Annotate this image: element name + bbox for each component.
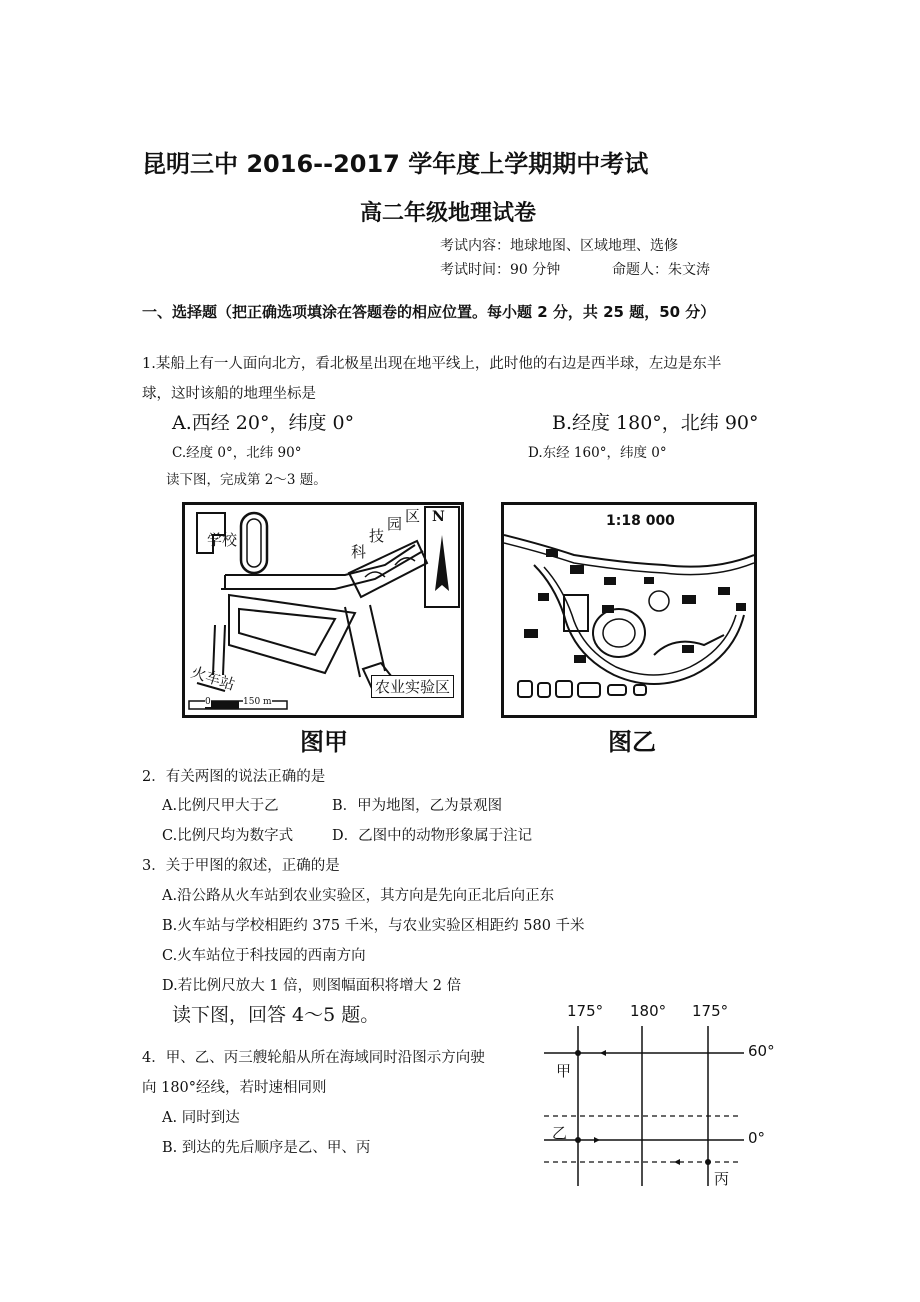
scale-zero: 0: [205, 697, 211, 707]
latlon-grid-figure: [540, 1000, 780, 1200]
caption-yi: 图乙: [608, 728, 656, 756]
q3-option-d: D.若比例尺放大 1 倍，则图幅面积将增大 2 倍: [162, 978, 462, 994]
q2-option-b: B．甲为地图，乙为景观图: [332, 798, 503, 814]
label-park-2: 技: [369, 527, 385, 545]
q2-option-a: A.比例尺甲大于乙: [162, 798, 279, 814]
q1-stem-line2: 球，这时该船的地理坐标是: [142, 386, 316, 402]
q3-option-a: A.沿公路从火车站到农业实验区，其方向是先向正北后向正东: [162, 888, 555, 904]
section-heading: 一、选择题（把正确选项填涂在答题卷的相应位置。每小题 2 分，共 25 题，50 分）: [142, 303, 716, 321]
label-park-3: 园: [387, 515, 403, 533]
q3-stem: 3．关于甲图的叙述，正确的是: [142, 858, 340, 874]
q1-option-a: A.西经 20°，纬度 0°: [172, 412, 355, 434]
exam-title: 昆明三中 2016--2017 学年度上学期期中考试: [142, 150, 649, 178]
exam-content: 考试内容：地球地图、区域地理、选修: [440, 238, 678, 254]
map-yi: [501, 502, 757, 718]
q4-stem-line1: 4．甲、乙、丙三艘轮船从所在海域同时沿图示方向驶: [142, 1050, 485, 1066]
caption-jia: 图甲: [300, 728, 348, 756]
lat-label-eq: 0°: [748, 1129, 766, 1147]
q1-stem-line1: 1.某船上有一人面向北方，看北极星出现在地平线上，此时他的右边是西半球，左边是东半: [142, 356, 722, 372]
q2-stem: 2．有关两图的说法正确的是: [142, 769, 326, 785]
exam-subtitle: 高二年级地理试卷: [360, 201, 537, 226]
scale-length: 150 m: [243, 697, 272, 707]
lon-label-mid: 180°: [630, 1002, 667, 1020]
ship-yi-label: 乙: [552, 1124, 568, 1142]
lat-label-top: 60°: [748, 1042, 775, 1060]
label-park-1: 科: [351, 543, 367, 561]
ship-jia-label: 甲: [556, 1062, 572, 1080]
label-station: 火车站: [188, 662, 238, 694]
map-yi-drawing: [504, 505, 754, 715]
read-instruction-1: 读下图，完成第 2～3 题。: [166, 472, 327, 488]
q2-option-c: C.比例尺均为数字式: [162, 828, 294, 844]
ship-bing-label: 丙: [714, 1170, 730, 1188]
q4-stem-line2: 向 180°经线，若时速相同则: [142, 1080, 327, 1096]
north-arrow-icon: N: [432, 509, 445, 525]
q3-option-b: B.火车站与学校相距约 375 千米，与农业实验区相距约 580 千米: [162, 918, 585, 934]
q1-option-d: D.东经 160°，纬度 0°: [528, 445, 667, 461]
latlon-grid-svg: [540, 1000, 780, 1200]
q4-option-b: B. 到达的先后顺序是乙、甲、丙: [162, 1140, 371, 1156]
map-jia: [182, 502, 464, 718]
read-instruction-2: 读下图，回答 4～5 题。: [172, 1004, 380, 1026]
q1-option-b: B.经度 180°，北纬 90°: [552, 412, 759, 434]
q4-option-a: A. 同时到达: [162, 1110, 240, 1126]
q3-option-c: C.火车站位于科技园的西南方向: [162, 948, 366, 964]
map-yi-scale: 1:18 000: [606, 513, 675, 529]
exam-author: 命题人：朱文涛: [612, 262, 710, 278]
lon-label-right: 175°: [692, 1002, 729, 1020]
label-school: 学校: [207, 531, 238, 549]
label-agri: 农业实验区: [371, 675, 454, 698]
lon-label-left: 175°: [567, 1002, 604, 1020]
label-park-4: 区: [405, 507, 421, 525]
exam-time: 考试时间：90 分钟: [440, 262, 561, 278]
q2-option-d: D．乙图中的动物形象属于注记: [332, 828, 533, 844]
q1-option-c: C.经度 0°，北纬 90°: [172, 445, 302, 461]
